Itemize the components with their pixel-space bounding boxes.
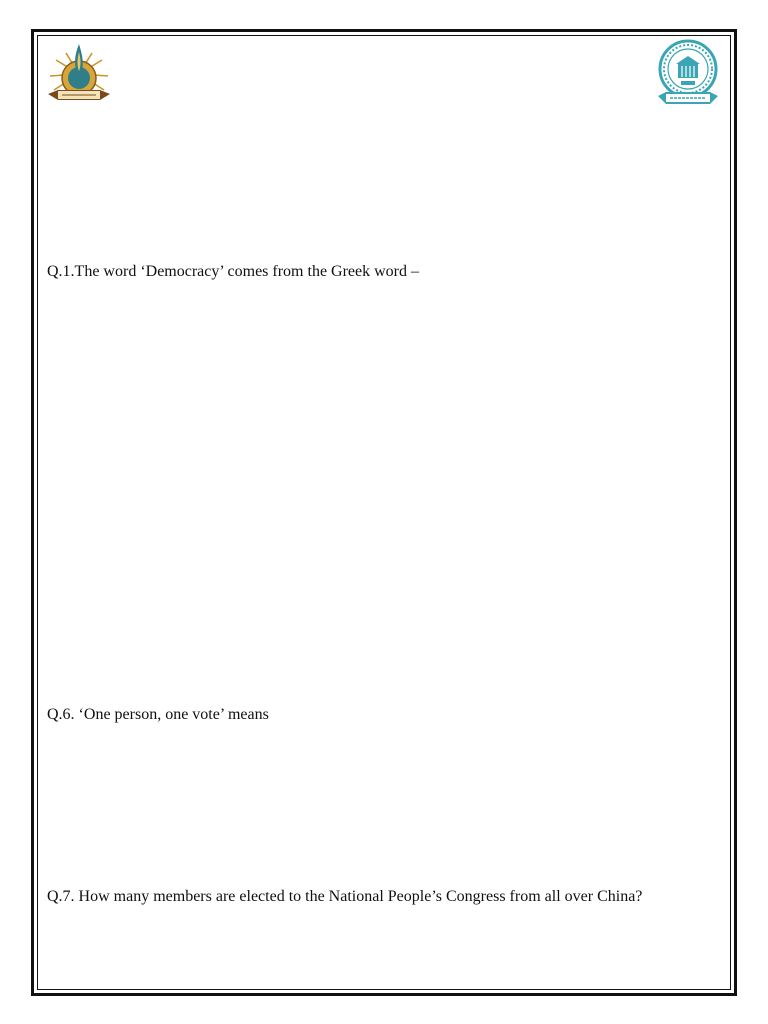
- school-emblem-logo: [44, 38, 114, 112]
- flame-emblem-icon: [44, 38, 114, 112]
- cbse-seal-icon: [654, 38, 722, 110]
- page-border: [31, 29, 737, 996]
- cbse-seal-logo: [654, 38, 722, 110]
- question-1: Q.1.The word ‘Democracy’ comes from the Greek word –: [47, 263, 420, 280]
- page-border-inner: [37, 35, 731, 990]
- question-6: Q.6. ‘One person, one vote’ means: [47, 706, 269, 723]
- question-7: Q.7. How many members are elected to the National People’s Congress from all over China?: [47, 888, 643, 905]
